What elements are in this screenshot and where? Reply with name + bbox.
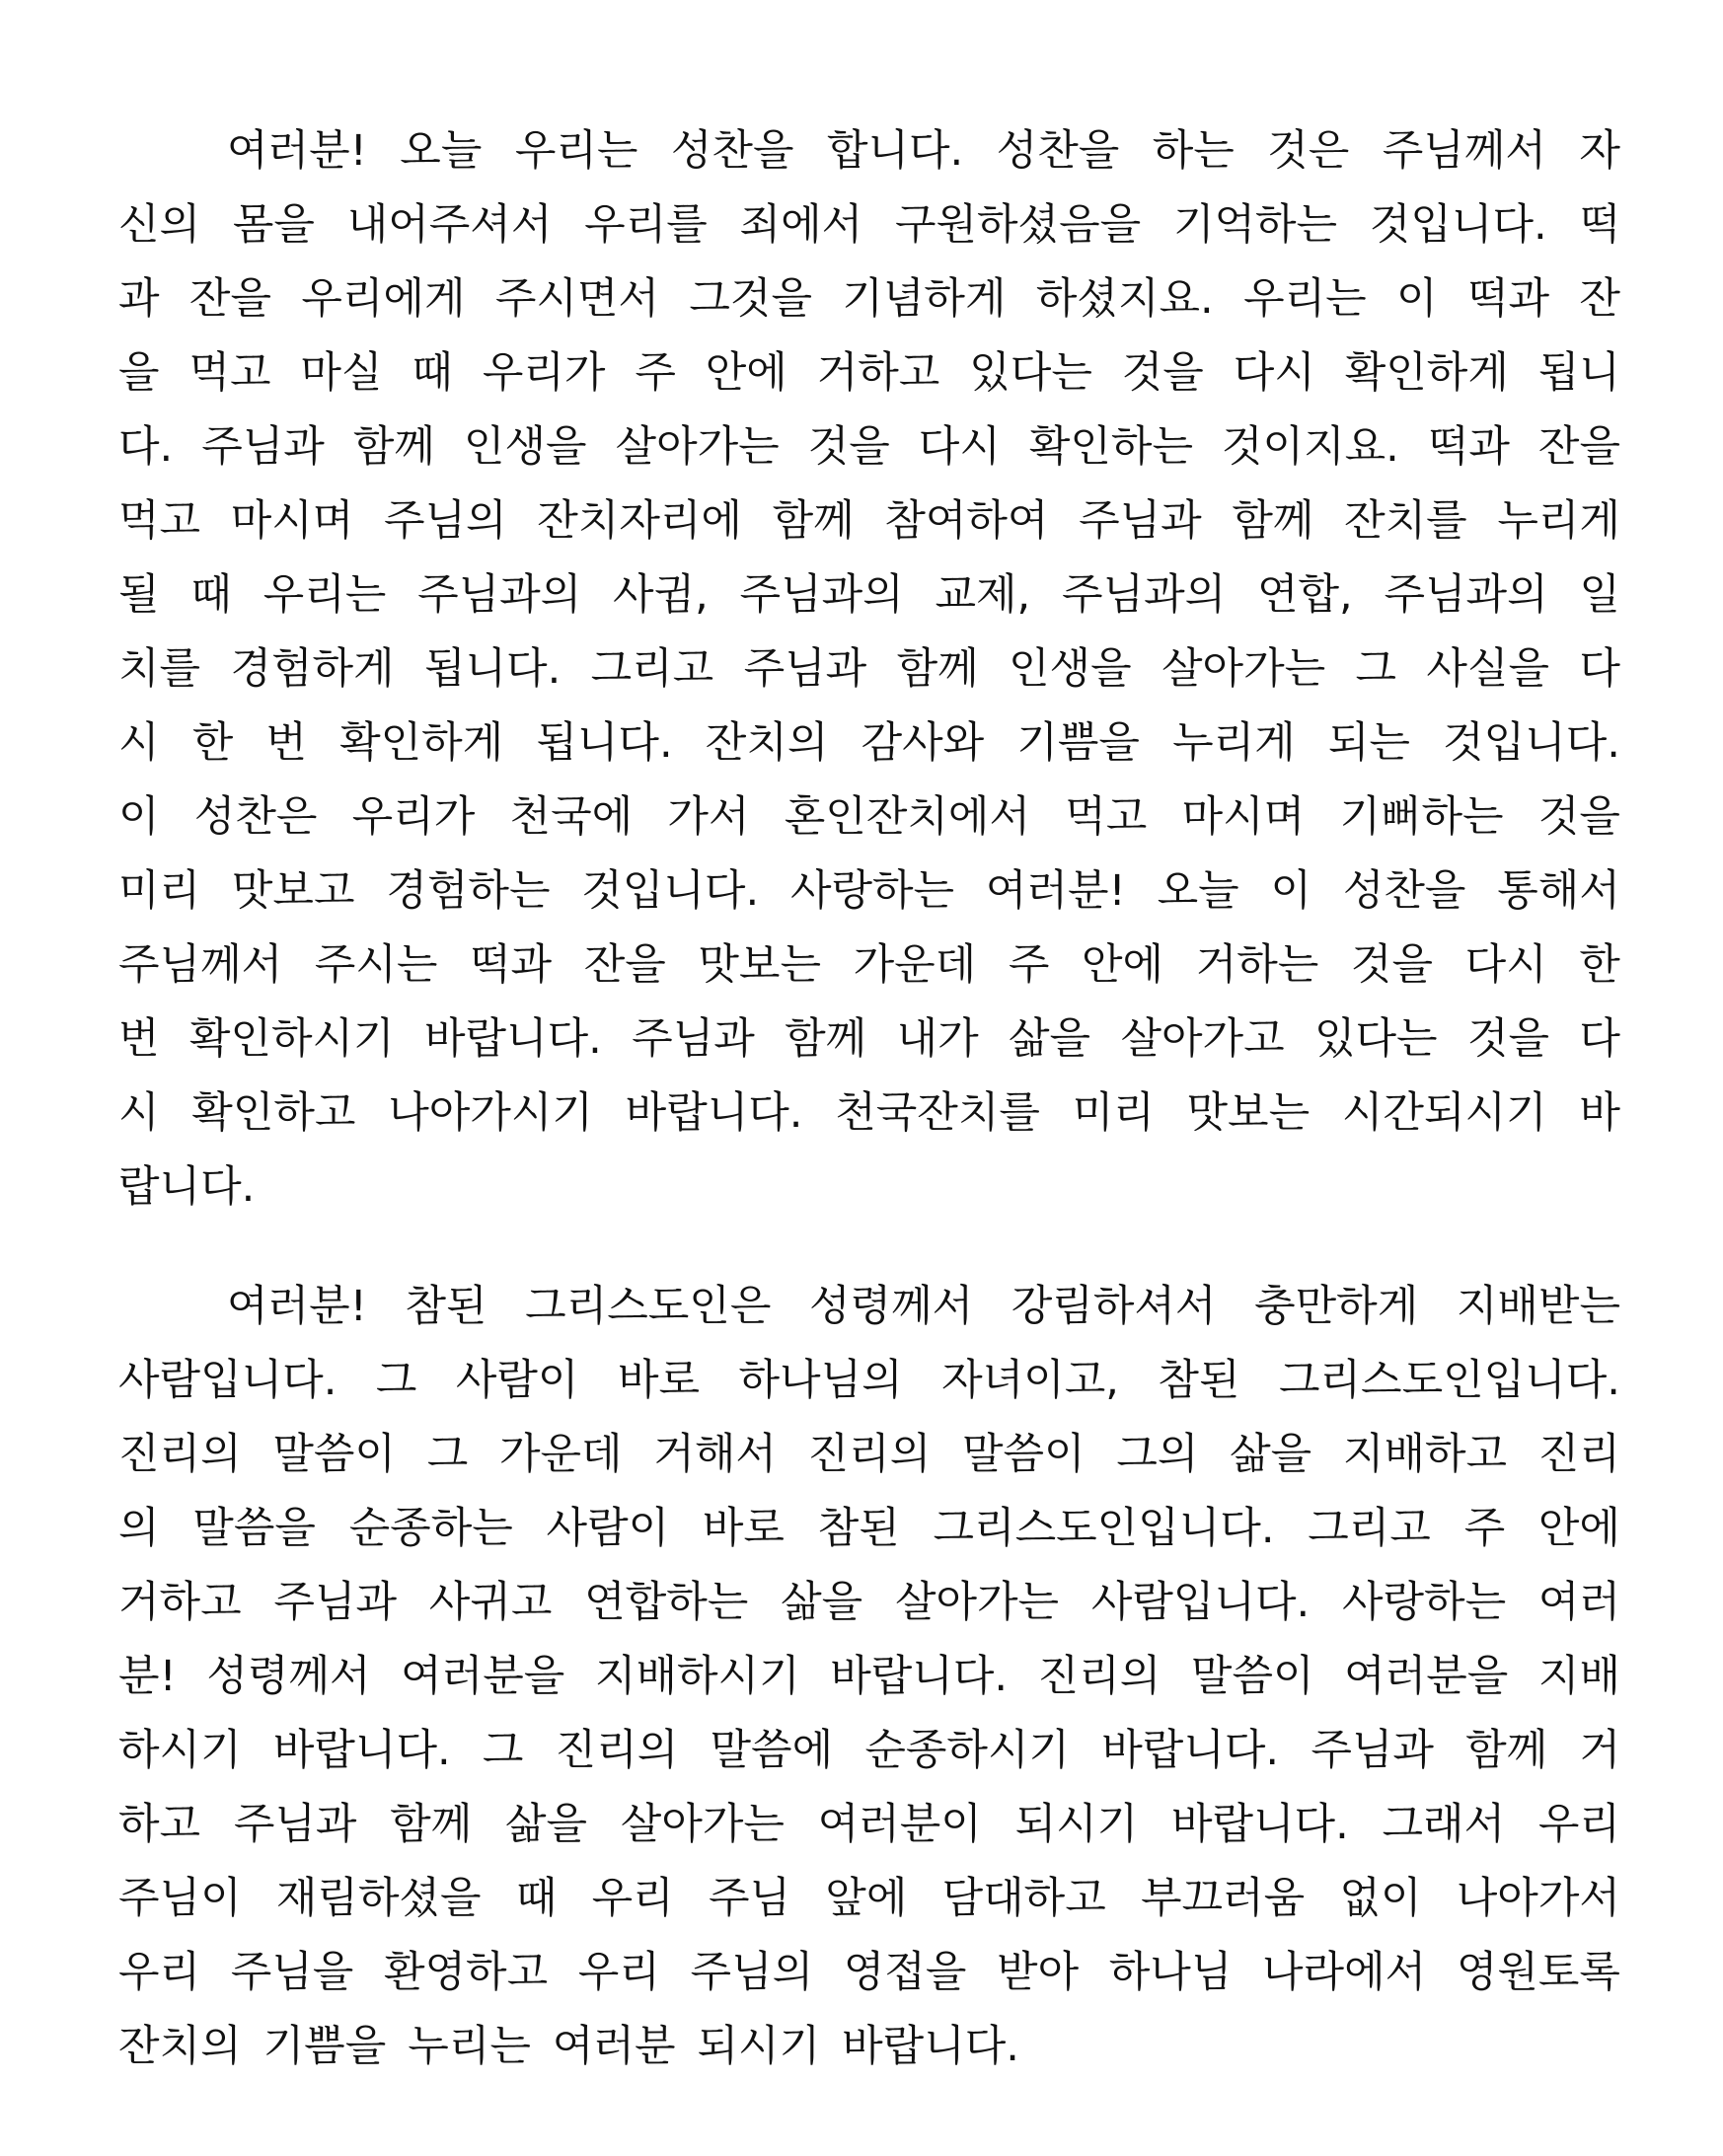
word: 다시: [918, 422, 1001, 472]
word: 그것을: [689, 274, 812, 324]
word: 있다는: [969, 348, 1092, 398]
word: 진리의: [555, 1726, 679, 1775]
word: 잔을: [1537, 422, 1620, 472]
word: 것을: [1121, 348, 1204, 398]
word: 나라에서: [1262, 1948, 1427, 1997]
word: 하고: [118, 1800, 201, 1849]
word: 랍니다.: [118, 1162, 256, 1212]
text-line: [118, 1266, 1620, 1340]
text-line: [118, 407, 1620, 481]
word: 말씀이: [272, 1430, 396, 1479]
word: 받아: [997, 1948, 1080, 1997]
word: 참된: [817, 1504, 900, 1553]
word: 주님의: [690, 1948, 814, 1997]
word: 함께: [896, 644, 979, 694]
word: 안에: [705, 348, 787, 398]
word: 사귀고: [428, 1578, 553, 1627]
word: 혼인잔치에서: [784, 792, 1030, 842]
word: 을: [118, 348, 160, 398]
text-line: [118, 1932, 1620, 2006]
word: 이: [1396, 274, 1438, 324]
word: 다시: [1464, 940, 1547, 990]
word: 지배받는: [1456, 1282, 1620, 1331]
word: 거하고: [816, 348, 940, 398]
word: 마시며: [1181, 792, 1306, 842]
text-line: [118, 111, 1620, 185]
word: 먹고: [1065, 792, 1148, 842]
word: 기념하게: [842, 274, 1007, 324]
word: 맛보는: [698, 940, 821, 990]
word: 마실: [300, 348, 383, 398]
word: 하나님: [1108, 1948, 1233, 1997]
word: 여러분: [552, 2022, 676, 2071]
word: 확인하고: [191, 1088, 356, 1138]
word: 되는: [1327, 718, 1410, 768]
word: 바랍니다.: [423, 1014, 602, 1064]
text-line: [118, 259, 1620, 333]
word: 한: [1579, 940, 1620, 990]
word: 우리: [1537, 1800, 1620, 1849]
word: 바: [1579, 1088, 1620, 1138]
word: 경험하게: [230, 644, 395, 694]
word: 일: [1579, 570, 1620, 620]
word: 천국잔치를: [835, 1088, 1040, 1138]
word: 재림하셨을: [275, 1874, 482, 1923]
word: 잔을: [188, 274, 271, 324]
word: 말씀이: [961, 1430, 1086, 1479]
word: 주님: [708, 1874, 791, 1923]
text-line: [118, 2006, 1620, 2080]
word: 주님께서: [118, 940, 283, 990]
word: 될: [118, 570, 160, 620]
word: 강림하셔서: [1011, 1282, 1217, 1331]
word: 우리는: [262, 570, 387, 620]
word: 참여하여: [884, 496, 1049, 546]
word: 몸을: [232, 200, 315, 250]
word: 나아가시기: [388, 1088, 593, 1138]
word: 것입니다.: [1443, 718, 1620, 768]
word: 그: [375, 1356, 417, 1405]
word: 앞에: [825, 1874, 908, 1923]
word: 하는: [1152, 126, 1235, 176]
word: 다: [1579, 644, 1620, 694]
word: 다시: [1233, 348, 1315, 398]
word: 그리스도인은: [525, 1282, 772, 1331]
word: 가서: [667, 792, 750, 842]
word: 과: [118, 274, 160, 324]
word: 분!: [118, 1652, 177, 1701]
text-line: [118, 1340, 1620, 1414]
word: 주: [635, 348, 676, 398]
word: 바로: [702, 1504, 785, 1553]
word: 우리: [577, 1948, 660, 1997]
word: 주님과: [1311, 1726, 1434, 1775]
word: 바랍니다.: [272, 1726, 451, 1775]
word: 것이지요.: [1222, 422, 1399, 472]
word: 번: [265, 718, 307, 768]
word: 시: [118, 718, 160, 768]
word: 진리의: [807, 1430, 932, 1479]
word: 기억하는: [1172, 200, 1338, 250]
word: 거하는: [1195, 940, 1319, 990]
text-line: [118, 1488, 1620, 1562]
text-line: [118, 999, 1620, 1073]
word: 살아가는: [1161, 644, 1326, 694]
text-line: [118, 1147, 1620, 1221]
word: 순종하는: [348, 1504, 513, 1553]
word: 성찬을: [670, 126, 794, 176]
word: 것을: [807, 422, 890, 472]
word: 안에: [1537, 1504, 1620, 1553]
word: 구원하셨음을: [894, 200, 1142, 250]
word: 떡과: [1466, 274, 1550, 324]
word: 살아가는: [615, 422, 780, 472]
word: 우리는: [514, 126, 638, 176]
word: 기뻐하는: [1339, 792, 1504, 842]
word: 때: [412, 348, 453, 398]
word: 살아가는: [620, 1800, 785, 1849]
word: 다.: [118, 422, 174, 472]
word: 미리: [1072, 1088, 1155, 1138]
word: 시: [118, 1088, 160, 1138]
word: 것은: [1267, 126, 1350, 176]
word: 사귐,: [613, 570, 709, 620]
text-line: [118, 333, 1620, 407]
text-line: [118, 1858, 1620, 1932]
word: 환영하고: [383, 1948, 549, 1997]
word: 그: [426, 1430, 469, 1479]
word: 함께: [772, 496, 855, 546]
word: 거하고: [118, 1578, 242, 1627]
word: 교제,: [935, 570, 1031, 620]
word: 확인하게: [339, 718, 504, 768]
word: 담대하고: [941, 1874, 1106, 1923]
word: 사랑하는: [1341, 1578, 1507, 1627]
word: 없이: [1339, 1874, 1422, 1923]
word: 부끄러움: [1141, 1874, 1306, 1923]
word: 연합하는: [584, 1578, 749, 1627]
word: 사랑하는: [789, 866, 955, 916]
text-line: [118, 925, 1620, 999]
word: 여러분을: [401, 1652, 565, 1701]
word: 자녀이고,: [941, 1356, 1119, 1405]
text-line: [118, 1636, 1620, 1710]
word: 주님과: [743, 644, 867, 694]
word: 감사와: [861, 718, 985, 768]
word: 사람이: [455, 1356, 579, 1405]
word: 치를: [118, 644, 201, 694]
word: 사람입니다.: [118, 1356, 337, 1405]
word: 의: [118, 1504, 160, 1553]
word: 잔: [1579, 274, 1620, 324]
word: 확인하시기: [188, 1014, 395, 1064]
word: 누리게: [1172, 718, 1296, 768]
word: 우리: [118, 1948, 201, 1997]
word: 먹고: [188, 348, 271, 398]
word: 그리스도인입니다.: [1278, 1356, 1620, 1405]
word: 인생을: [1009, 644, 1132, 694]
word: 때: [190, 570, 232, 620]
word: 오늘: [400, 126, 483, 176]
word: 주님과의: [1062, 570, 1227, 620]
word: 사람입니다.: [1090, 1578, 1311, 1627]
word: 살아가는: [894, 1578, 1060, 1627]
word: 누리게: [1497, 496, 1620, 546]
word: 함께: [1232, 496, 1314, 546]
word: 그리고: [1308, 1504, 1431, 1553]
word: 여러분!: [227, 1282, 367, 1331]
word: 주님을: [230, 1948, 354, 1997]
word: 가운데: [853, 940, 977, 990]
word: 그리스도인입니다.: [933, 1504, 1275, 1553]
word: 잔치를: [1344, 496, 1467, 546]
word: 말씀에: [710, 1726, 834, 1775]
word: 내어주셔서: [346, 200, 553, 250]
word: 진리의: [1037, 1652, 1161, 1701]
word: 잔치의: [118, 2022, 242, 2071]
paragraph-2: [118, 1266, 1620, 2080]
text-line: [118, 777, 1620, 851]
word: 거해서: [653, 1430, 777, 1479]
word: 함께: [390, 1800, 473, 1849]
word: 주님과: [233, 1800, 357, 1849]
word: 삶을: [1230, 1430, 1312, 1479]
text-line: [118, 629, 1620, 703]
word: 있다는: [1313, 1014, 1438, 1064]
word: 됩니다.: [423, 644, 562, 694]
word: 떡과: [470, 940, 553, 990]
word: 여러분!: [227, 126, 367, 176]
text-line: [118, 185, 1620, 259]
word: 확인하게: [1344, 348, 1509, 398]
word: 지배: [1537, 1652, 1620, 1701]
word: 성찬을: [1342, 866, 1466, 916]
word: 주: [1008, 940, 1050, 990]
word: 이: [1270, 866, 1312, 916]
word: 내가: [896, 1014, 979, 1064]
word: 바로: [617, 1356, 701, 1405]
text-line: [118, 1784, 1620, 1858]
word: 떡과: [1427, 422, 1510, 472]
word: 하시기: [118, 1726, 242, 1775]
word: 한: [191, 718, 234, 768]
word: 지배하시기: [594, 1652, 800, 1701]
word: 죄에서: [739, 200, 863, 250]
word: 주님이: [118, 1874, 242, 1923]
word: 마시며: [230, 496, 354, 546]
word: 함께: [352, 422, 435, 472]
text-line: [118, 481, 1620, 555]
word: 되시기: [697, 2022, 821, 2071]
word: 함께: [785, 1014, 867, 1064]
word: 이: [118, 792, 160, 842]
word: 바랍니다.: [830, 1652, 1009, 1701]
word: 주님과: [632, 1014, 755, 1064]
word: 주시면서: [494, 274, 660, 324]
word: 자: [1579, 126, 1620, 176]
word: 천국에: [509, 792, 634, 842]
word: 것을: [1350, 940, 1433, 990]
word: 진리의: [118, 1430, 242, 1479]
word: 나아가서: [1456, 1874, 1620, 1923]
word: 되시기: [1014, 1800, 1139, 1849]
word: 잔치자리에: [537, 496, 742, 546]
text-line: [118, 851, 1620, 925]
word: 다: [1579, 1014, 1620, 1064]
word: 잔치의: [705, 718, 829, 768]
word: 그리고: [590, 644, 714, 694]
word: 시간되시기: [1341, 1088, 1547, 1138]
word: 먹고: [118, 496, 201, 546]
word: 삶을: [1009, 1014, 1091, 1064]
word: 것을: [1466, 1014, 1550, 1064]
word: 됩니다.: [536, 718, 673, 768]
word: 충만하게: [1254, 1282, 1419, 1331]
word: 사람이: [546, 1504, 670, 1553]
word: 바랍니다.: [842, 2022, 1019, 2071]
word: 통해서: [1497, 866, 1620, 916]
word: 그: [1355, 644, 1397, 694]
word: 주시는: [314, 940, 438, 990]
word: 우리를: [584, 200, 708, 250]
word: 영원토록: [1456, 1948, 1620, 1997]
word: 우리에게: [301, 274, 466, 324]
text-line: [118, 1562, 1620, 1636]
paragraph-1: [118, 111, 1620, 1221]
word: 맛보는: [1186, 1088, 1311, 1138]
word: 삶을: [781, 1578, 863, 1627]
word: 우리가: [482, 348, 606, 398]
word: 여러분!: [985, 866, 1126, 916]
word: 그의: [1116, 1430, 1199, 1479]
word: 우리: [591, 1874, 674, 1923]
word: 성찬을: [996, 126, 1120, 176]
word: 가운데: [498, 1430, 623, 1479]
word: 참된: [1158, 1356, 1240, 1405]
word: 것입니다.: [1369, 200, 1547, 250]
word: 지배하고: [1342, 1430, 1508, 1479]
word: 말씀을: [192, 1504, 316, 1553]
word: 안에: [1082, 940, 1164, 990]
word: 누리는: [408, 2022, 531, 2071]
word: 신의: [118, 200, 201, 250]
word: 합니다.: [826, 126, 964, 176]
word: 바랍니다.: [625, 1088, 803, 1138]
word: 주님과의: [739, 570, 904, 620]
word: 번: [118, 1014, 160, 1064]
word: 그: [482, 1726, 524, 1775]
word: 주님과: [201, 422, 325, 472]
word: 주님과의: [417, 570, 582, 620]
word: 순종하시기: [864, 1726, 1071, 1775]
word: 삶을: [504, 1800, 588, 1849]
word: 주: [1463, 1504, 1506, 1553]
word: 하나님의: [738, 1356, 903, 1405]
word: 함께: [1465, 1726, 1548, 1775]
word: 참된: [405, 1282, 487, 1331]
word: 성령께서: [809, 1282, 974, 1331]
word: 바랍니다.: [1170, 1800, 1349, 1849]
word: 잔을: [583, 940, 666, 990]
word: 것을: [1537, 792, 1620, 842]
word: 살아가고: [1120, 1014, 1285, 1064]
word: 됩니: [1537, 348, 1620, 398]
word: 여러: [1537, 1578, 1620, 1627]
word: 여러분이: [817, 1800, 982, 1849]
word: 말씀이: [1190, 1652, 1314, 1701]
word: 미리: [118, 866, 201, 916]
word: 때: [515, 1874, 558, 1923]
word: 우리는: [1243, 274, 1367, 324]
text-line: [118, 555, 1620, 629]
word: 주님과: [1079, 496, 1202, 546]
word: 인생을: [463, 422, 587, 472]
word: 사실을: [1426, 644, 1550, 694]
word: 하셨지요.: [1035, 274, 1214, 324]
word: 우리가: [351, 792, 476, 842]
word: 떡: [1579, 200, 1620, 250]
word: 경험하는: [386, 866, 551, 916]
word: 바랍니다.: [1101, 1726, 1280, 1775]
word: 그래서: [1382, 1800, 1506, 1849]
word: 연합,: [1256, 570, 1353, 620]
word: 성찬은: [193, 792, 318, 842]
text-line: [118, 703, 1620, 777]
word: 주님과의: [1384, 570, 1548, 620]
word: 오늘: [1157, 866, 1239, 916]
word: 여러분을: [1344, 1652, 1509, 1701]
word: 주님과: [273, 1578, 398, 1627]
text-line: [118, 1414, 1620, 1488]
word: 확인하는: [1028, 422, 1194, 472]
word: 주님의: [383, 496, 507, 546]
text-line: [118, 1073, 1620, 1147]
word: 것입니다.: [581, 866, 760, 916]
word: 기쁨을: [262, 2022, 387, 2071]
word: 영접을: [843, 1948, 967, 1997]
word: 진리: [1537, 1430, 1620, 1479]
word: 거: [1579, 1726, 1620, 1775]
word: 성령께서: [206, 1652, 371, 1701]
word: 기쁨을: [1016, 718, 1140, 768]
word: 맛보고: [231, 866, 355, 916]
text-line: [118, 1710, 1620, 1784]
word: 주님께서: [1382, 126, 1546, 176]
